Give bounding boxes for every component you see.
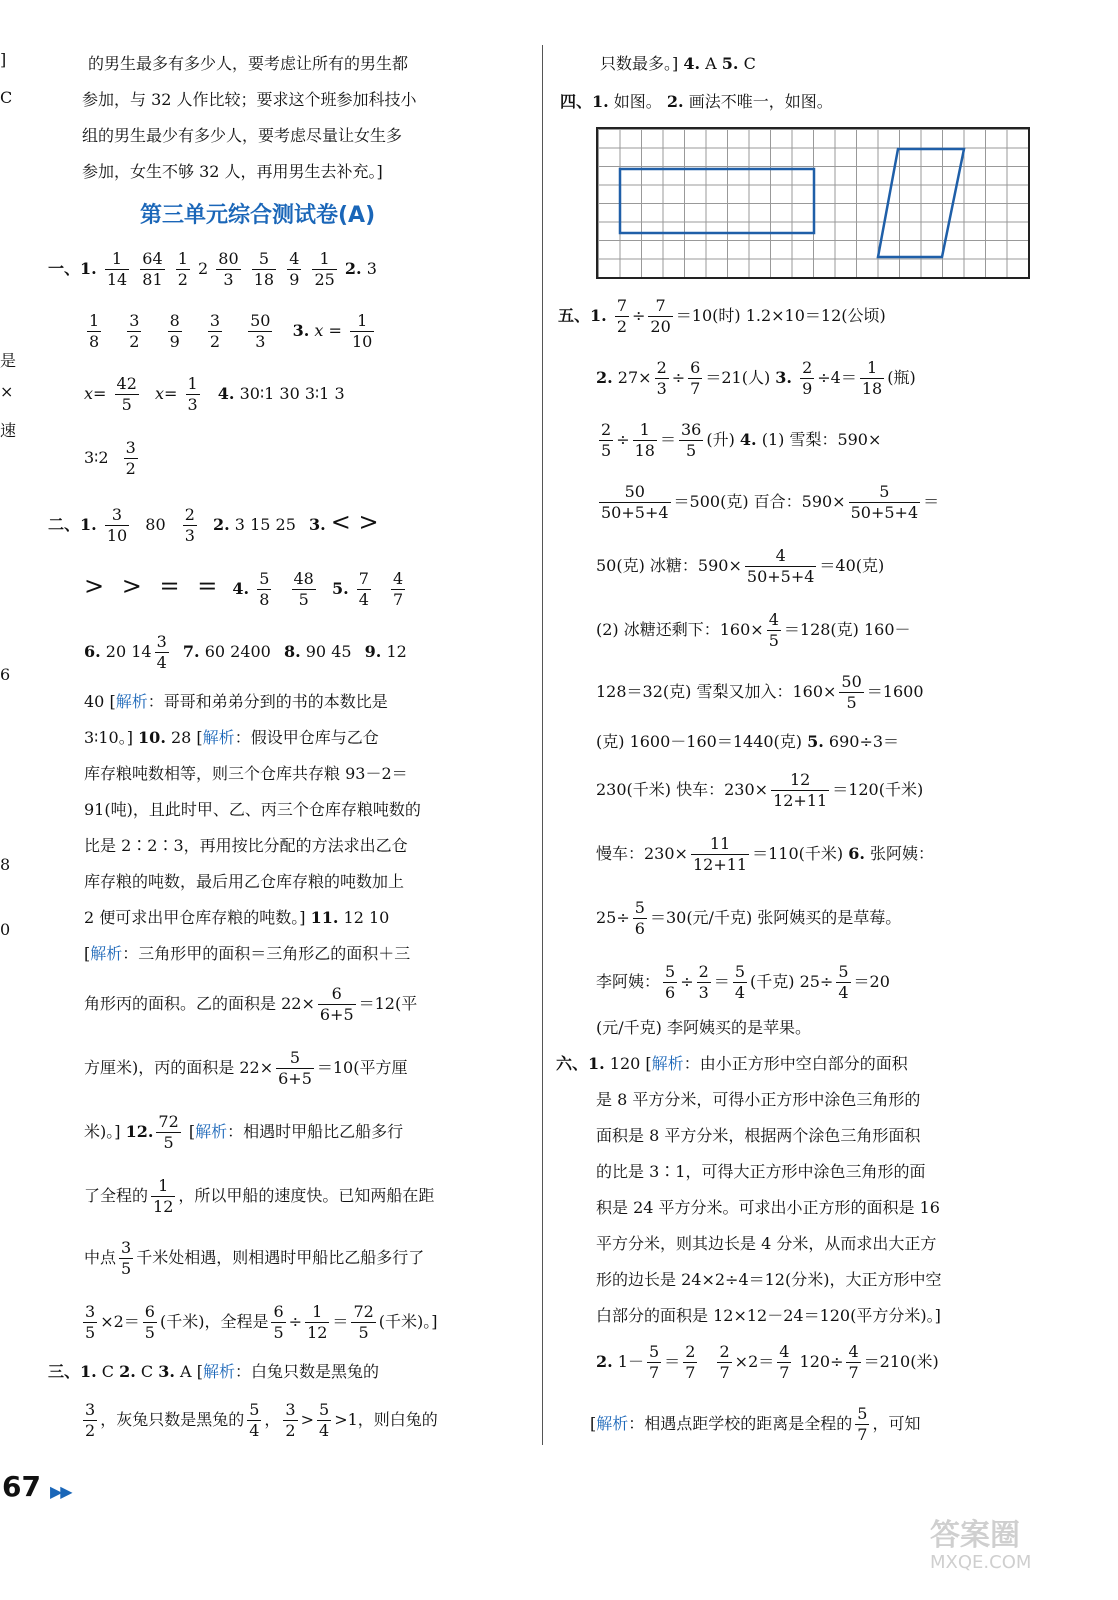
fraction: $\frac{2}{3}$: [656, 358, 667, 398]
fraction: $\frac{1}{10}$: [351, 311, 373, 351]
answer: 3: [366, 259, 377, 278]
text-line: 比是 2∶2∶3，再用按比分配的方法求出乙仓: [84, 836, 408, 855]
question-label: 2.: [666, 92, 684, 111]
fraction: $\frac{7}{4}$: [358, 569, 369, 609]
fraction: $\frac{5}{4}$: [734, 962, 745, 1002]
question-label: 六、1.: [556, 1054, 605, 1073]
question-label: 4.: [739, 430, 757, 449]
fraction: $\frac{5}{4}$: [319, 1400, 330, 1440]
fraction: $\frac{50}{5}$: [841, 672, 862, 712]
answer: 3 15 25: [234, 515, 296, 534]
question-label: 10.: [138, 728, 166, 747]
fraction: $\frac{6}{6+5}$: [319, 984, 354, 1024]
text-line: 慢车：230× $\frac{11}{12+11}$ ＝110(千米) 6. 张阿姨：: [596, 834, 934, 874]
edge-fragment: C: [0, 88, 13, 107]
answer: 30∶1 30 3∶1 3: [239, 384, 345, 403]
text-line: 了全程的 $\frac{1}{12}$ ，所以甲船的速度快。已知两船在距: [84, 1176, 435, 1216]
fraction: $\frac{50}{3}$: [250, 311, 271, 351]
question-label: 9.: [364, 642, 382, 661]
edge-fragment: 是: [0, 351, 17, 370]
edge-fragment: 0: [0, 920, 11, 939]
text-line: (2) 冰糖还剩下：160× $\frac{4}{5}$ ＝128(克) 160－: [596, 610, 911, 650]
question-label: 6.: [848, 844, 865, 863]
fraction: $\frac{4}{7}$: [779, 1342, 790, 1382]
analysis-tag: 解析: [202, 1362, 235, 1381]
question-label: 2.: [344, 259, 362, 278]
fraction: $\frac{3}{10}$: [106, 505, 128, 545]
analysis-tag: 解析: [202, 728, 235, 747]
text-line: 面积是 8 平方分米，根据两个涂色三角形面积: [596, 1126, 921, 1145]
question-label: 2.: [596, 368, 613, 387]
text-line: 40 [解析：哥哥和弟弟分到的书的本数比是: [84, 692, 388, 711]
analysis-tag: 解析: [115, 692, 148, 711]
fraction: $\frac{3}{5}$: [121, 1238, 132, 1278]
text-line: 五、1. $\frac{7}{2}$ ÷ $\frac{7}{20}$ ＝10(时) 1.2×10＝12(公顷): [558, 296, 886, 336]
edge-fragment: 6: [0, 665, 11, 684]
answer: 20 14: [105, 642, 152, 661]
text-line: 三、1. C 2. C 3. A [解析：白兔只数是黑兔的: [48, 1362, 379, 1381]
fraction: $\frac{5}{7}$: [648, 1342, 660, 1382]
question-label: 5.: [721, 54, 739, 73]
fraction: $\frac{5}{4}$: [249, 1400, 260, 1440]
answer-line: [84, 562, 408, 613]
fraction: $\frac{4}{7}$: [393, 569, 404, 609]
text-line: 25÷ $\frac{5}{6}$ ＝30(元/千克) 张阿姨买的是草莓。: [596, 898, 902, 938]
text-line: $\frac{3}{2}$ ，灰兔只数是黑兔的 $\frac{5}{4}$ ， $\frac{3}{2}$ > $\frac{5}{4}$ >1，则白兔的: [85, 1400, 438, 1440]
question-label: 5.: [331, 579, 349, 598]
text-line: 积是 24 平方分米。可求出小正方形的面积是 16: [596, 1198, 940, 1217]
answer-line: [48, 498, 379, 549]
answer-line: [84, 434, 141, 482]
fraction: $\frac{2}{7}$: [719, 1342, 730, 1382]
fraction: $\frac{64}{81}$: [142, 249, 163, 289]
text-line: 形的边长是 24×2÷4＝12(分米)，大正方形中空: [596, 1270, 942, 1289]
rectangle-shape: [620, 169, 814, 233]
text-line: 米)。] 12. $\frac{72}{5}$ [解析：相遇时甲船比乙船多行: [84, 1112, 404, 1152]
fraction: $\frac{1}{8}$: [89, 311, 100, 351]
fraction: $\frac{5}{18}$: [253, 249, 275, 289]
question-label: 11.: [310, 908, 339, 927]
parallelogram-shape: [878, 149, 964, 257]
fraction: $\frac{50}{50+5+4}$: [601, 482, 669, 522]
fraction: $\frac{1}{2}$: [177, 249, 188, 289]
question-label: 2.: [596, 1352, 613, 1371]
fraction: $\frac{5}{4}$: [838, 962, 849, 1002]
text-line: 只数最多。] 4. A 5. C: [600, 54, 756, 73]
fraction: $\frac{12}{12+11}$: [773, 770, 828, 810]
fraction: $\frac{5}{8}$: [259, 569, 270, 609]
fraction: $\frac{2}{3}$: [184, 505, 195, 545]
text-line: 方厘米)，丙的面积是 22× $\frac{5}{6+5}$ ＝10(平方厘: [84, 1048, 408, 1088]
fraction: $\frac{4}{5}$: [768, 610, 779, 650]
edge-fragment: 速: [0, 421, 17, 440]
fraction: $\frac{4}{9}$: [289, 249, 300, 289]
grid-shapes: [596, 127, 1030, 279]
fraction: $\frac{2}{3}$: [698, 962, 709, 1002]
edge-fragment: ×: [0, 382, 14, 401]
text-line: 2. 1－ $\frac{5}{7}$ ＝ $\frac{2}{7}$ $\frac{2}{7}$ ×2＝ $\frac{4}{7}$ 120÷ $\frac{4}{7}$ ＝210(米): [596, 1342, 939, 1382]
fraction: $\frac{1}{18}$: [861, 358, 883, 398]
text-line: 的男生最多有多少人，要考虑让所有的男生都: [88, 54, 409, 73]
question-label: 二、1.: [48, 515, 97, 534]
fraction: $\frac{1}{3}$: [187, 374, 198, 414]
question-label: 6.: [84, 642, 101, 661]
fraction: $\frac{5}{7}$: [857, 1404, 868, 1444]
fraction: $\frac{3}{2}$: [85, 1400, 96, 1440]
text-line: 参加，女生不够 32 人，再用男生去补充。]: [82, 162, 383, 181]
fraction: $\frac{1}{25}$: [314, 249, 335, 289]
answer: 3∶2: [84, 448, 109, 467]
question-label: 4.: [217, 384, 235, 403]
fraction: $\frac{2}{7}$: [685, 1342, 696, 1382]
question-label: 3.: [292, 321, 310, 340]
text-line: 3∶10。] 10. 28 [解析：假设甲仓库与乙仓: [84, 728, 379, 747]
answer-line: [84, 628, 407, 676]
answer: < >: [330, 508, 379, 536]
fraction: $\frac{3}{2}$: [125, 438, 136, 478]
text-line: 四、1. 如图。 2. 画法不唯一，如图。: [560, 92, 833, 111]
watermark-url: MXQE.COM: [930, 1552, 1032, 1573]
text-line: $\frac{50}{50+5+4}$ ＝500(克) 百合：590× $\frac{5}{50+5+4}$ ＝: [601, 482, 940, 522]
fraction: $\frac{1}{12}$: [307, 1302, 328, 1342]
text-line: 2 便可求出甲仓库存粮的吨数。] 11. 12 10: [84, 908, 390, 927]
answer: 12: [386, 642, 407, 661]
fraction: $\frac{72}{5}$: [353, 1302, 374, 1342]
fraction: $\frac{11}{12+11}$: [692, 834, 748, 874]
text-line: 库存粮吨数相等，则三个仓库共存粮 93－2＝: [84, 764, 408, 783]
text-line: 230(千米) 快车：230× $\frac{12}{12+11}$ ＝120(千米): [596, 770, 924, 810]
question-label: 五、1.: [558, 306, 607, 325]
text-line: (元/千克) 李阿姨买的是苹果。: [596, 1018, 811, 1037]
question-label: 7.: [182, 642, 200, 661]
text-line: 2. 27× $\frac{2}{3}$ ÷ $\frac{6}{7}$ ＝21(人) 3. $\frac{2}{9}$ ÷4＝ $\frac{1}{18}$ (瓶): [596, 358, 916, 398]
text-line: 组的男生最少有多少人，要考虑尽量让女生多: [82, 126, 403, 145]
fraction: $\frac{7}{2}$: [616, 296, 627, 336]
text-line: 平方分米，则其边长是 4 分米，从而求出大正方: [596, 1234, 937, 1253]
answer: x=: [154, 384, 178, 403]
fraction: $\frac{6}{5}$: [273, 1302, 284, 1342]
fraction: $\frac{4}{7}$: [848, 1342, 859, 1382]
question-label: 2.: [119, 1362, 136, 1381]
fraction: $\frac{5}{6}$: [634, 898, 645, 938]
answer-line: [48, 245, 377, 293]
analysis-tag: 解析: [195, 1122, 228, 1141]
fraction: $\frac{1}{14}$: [106, 249, 128, 289]
answer: 2: [198, 259, 209, 278]
fraction: $\frac{42}{5}$: [116, 374, 137, 414]
fraction: $\frac{3}{4}$: [156, 632, 167, 672]
text-line: 白部分的面积是 12×12－24＝120(平方分米)。]: [596, 1306, 941, 1325]
text-line: 中点 $\frac{3}{5}$ 千米处相遇，则相遇时甲船比乙船多行了: [84, 1238, 425, 1278]
text-line: $\frac{2}{5}$ ÷ $\frac{1}{18}$ ＝ $\frac{36}{5}$ (升) 4. (1) 雪梨：590×: [601, 420, 882, 460]
fraction: $\frac{1}{12}$: [153, 1176, 174, 1216]
watermark: 答案圈: [930, 1518, 1020, 1553]
page-number: 67: [2, 1470, 41, 1503]
fraction: $\frac{5}{6+5}$: [278, 1048, 312, 1088]
answer-line: [84, 370, 345, 418]
section-title: 第三单元综合测试卷(A): [140, 203, 376, 228]
question-label: 2.: [213, 515, 230, 534]
answer: x=: [84, 384, 107, 403]
fraction: $\frac{48}{5}$: [293, 569, 314, 609]
fraction: $\frac{7}{20}$: [650, 296, 671, 336]
fraction: $\frac{3}{2}$: [285, 1400, 296, 1440]
fraction: $\frac{5}{6}$: [665, 962, 676, 1002]
fraction: $\frac{3}{2}$: [209, 311, 221, 351]
question-label: 4.: [683, 54, 701, 73]
fraction: $\frac{1}{18}$: [634, 420, 655, 460]
answer: 80: [145, 515, 166, 534]
fraction: $\frac{3}{2}$: [129, 311, 140, 351]
text-line: 50(克) 冰糖：590× $\frac{4}{50+5+4}$ ＝40(克): [596, 546, 885, 586]
fraction: $\frac{6}{7}$: [690, 358, 701, 398]
question-label: 8.: [283, 642, 301, 661]
fraction: $\frac{8}{9}$: [169, 311, 180, 351]
question-label: 4.: [232, 579, 250, 598]
text-line: 128＝32(克) 雪梨又加入：160× $\frac{50}{5}$ ＝1600: [596, 672, 924, 712]
fraction: $\frac{5}{50+5+4}$: [850, 482, 919, 522]
question-label: 3.: [308, 515, 326, 534]
fraction: $\frac{4}{50+5+4}$: [746, 546, 815, 586]
text-line: 李阿姨： $\frac{5}{6}$ ÷ $\frac{2}{3}$ ＝ $\frac{5}{4}$ (千克) 25÷ $\frac{5}{4}$ ＝20: [596, 962, 890, 1002]
fraction: $\frac{36}{5}$: [680, 420, 702, 460]
text-line: 91(吨)，且此时甲、乙、丙三个仓库存粮吨数的: [84, 800, 421, 819]
text-line: [解析：相遇点距学校的距离是全程的 $\frac{5}{7}$ ，可知: [590, 1404, 921, 1444]
text-line: (克) 1600－160＝1440(克) 5. 690÷3＝: [596, 732, 900, 751]
fraction: $\frac{72}{5}$: [158, 1112, 179, 1152]
text-line: 六、1. 120 [解析：由小正方形中空白部分的面积: [556, 1054, 908, 1073]
text-line: 库存粮的吨数，最后用乙仓库存粮的吨数加上: [84, 872, 405, 891]
question-label: 四、1.: [560, 92, 609, 111]
text-line: 参加，与 32 人作比较；要求这个班参加科技小: [82, 90, 417, 109]
question-label: 5.: [807, 732, 824, 751]
answer-line: [84, 307, 377, 355]
answer: x =: [314, 321, 342, 340]
analysis-tag: 解析: [90, 944, 123, 963]
question-label: 3.: [158, 1362, 175, 1381]
fraction: $\frac{80}{3}$: [218, 249, 239, 289]
question-label: 3.: [775, 368, 792, 387]
analysis-tag: 解析: [596, 1414, 629, 1433]
text-line: $\frac{3}{5}$ ×2＝ $\frac{6}{5}$ (千米)，全程是 $\frac{6}{5}$ ÷ $\frac{1}{12}$ ＝ $\frac{72}{5}$ (千米)。]: [85, 1302, 438, 1342]
text-line: [解析：三角形甲的面积＝三角形乙的面积＋三: [84, 944, 411, 963]
answer: 90 45: [305, 642, 352, 661]
question-label: 一、1.: [48, 259, 97, 278]
question-label: 三、1.: [48, 1362, 97, 1381]
answer: 60 2400: [204, 642, 271, 661]
question-label: 12.: [125, 1122, 154, 1141]
edge-fragment: 8: [0, 855, 11, 874]
column-divider: [542, 45, 543, 1445]
fraction: $\frac{6}{5}$: [144, 1302, 155, 1342]
fraction: $\frac{3}{5}$: [85, 1302, 96, 1342]
fraction: $\frac{2}{9}$: [802, 358, 813, 398]
analysis-tag: 解析: [651, 1054, 684, 1073]
fraction: $\frac{2}{5}$: [601, 420, 612, 460]
text-line: 的比是 3∶1，可得大正方形中涂色三角形的面: [596, 1162, 926, 1181]
text-line: 角形丙的面积。乙的面积是 22× $\frac{6}{6+5}$ ＝12(平: [84, 984, 418, 1024]
text-line: 是 8 平方分米，可得小正方形中涂色三角形的: [596, 1090, 921, 1109]
answer: > > = =: [84, 572, 218, 600]
double-arrow-icon: ▶▶: [50, 1482, 71, 1501]
edge-fragment: ]: [0, 50, 7, 69]
